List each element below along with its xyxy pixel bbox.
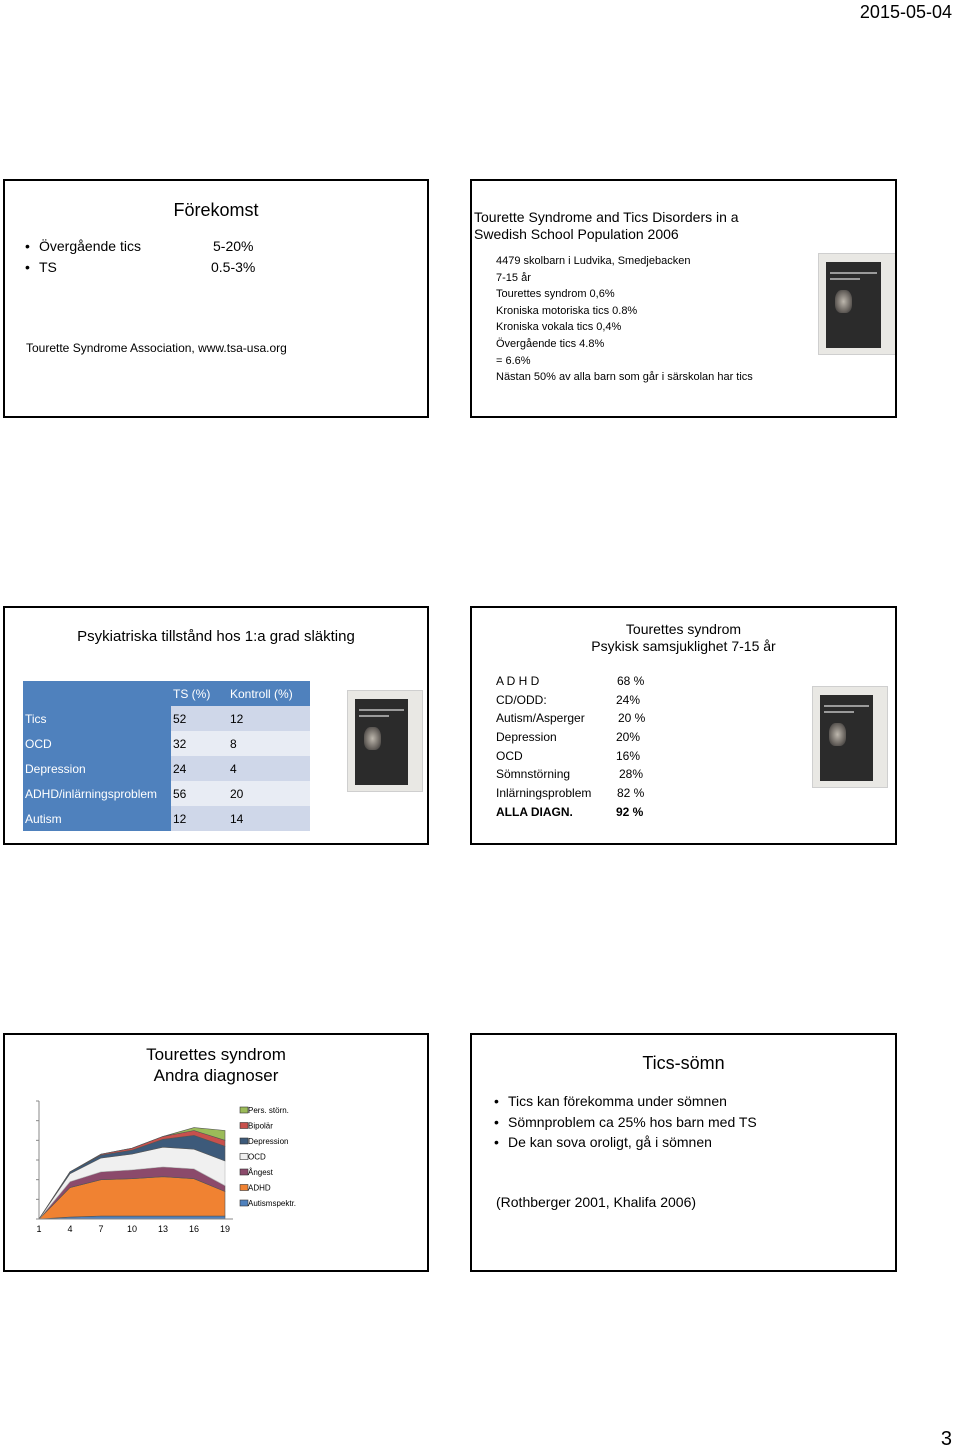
fact-line: Nästan 50% av alla barn som går i särskolan har tics (496, 371, 753, 384)
cell-control: 14 (228, 806, 310, 831)
cell-control: 8 (228, 731, 310, 756)
cell-control: 4 (228, 756, 310, 781)
legend-swatch (240, 1123, 248, 1129)
bullet-text: De kan sova oroligt, gå i sömnen (508, 1134, 712, 1150)
list-item (496, 691, 696, 710)
item-value: 92 % (616, 804, 644, 819)
list-item (496, 784, 696, 803)
legend-label: Depression (248, 1137, 289, 1146)
title-line: Tourettes syndrom (146, 1045, 286, 1064)
fact-line: = 6.6% (496, 354, 531, 367)
slide-title: Psykiatriska tillstånd hos 1:a grad släkting (77, 628, 355, 645)
item-value: 82 % (617, 786, 645, 801)
cell-ts: 52 (171, 706, 228, 731)
slide-other-diagnoses (3, 1033, 429, 1272)
slide-title: Förekomst (173, 200, 259, 220)
fact-line: 7-15 år (496, 271, 531, 284)
item-value: 20% (616, 730, 641, 745)
cell-ts: 24 (171, 756, 228, 781)
legend-label: OCD (248, 1152, 266, 1162)
item-label: Sömnstörning (496, 767, 571, 782)
page-number: 3 (940, 1428, 952, 1450)
item-value: 24% (616, 692, 641, 707)
item-label: OCD (496, 748, 523, 763)
x-tick-label: 7 (98, 1224, 104, 1234)
table-row (23, 731, 310, 756)
row-label: Tics (23, 706, 171, 731)
title-line: Psykisk samsjuklighet 7-15 år (591, 638, 776, 654)
item-label: Depression (496, 730, 557, 745)
legend-label: Autismspektr. (248, 1199, 297, 1208)
bullet-value: 0.5-3% (211, 259, 256, 275)
legend-label: Pers. störn. (248, 1106, 289, 1115)
list-item (496, 728, 696, 747)
fact-line: Övergående tics 4.8% (496, 337, 605, 350)
column-header-control: Kontroll (%) (228, 681, 310, 706)
legend-swatch (240, 1138, 248, 1144)
item-label: ALLA DIAGN. (496, 804, 573, 819)
book-cover-photo (347, 690, 423, 792)
relatives-table (23, 681, 310, 831)
bullet-list (508, 1091, 757, 1153)
table-corner (23, 681, 171, 706)
title-line: Andra diagnoser (153, 1066, 279, 1085)
table-row (23, 781, 310, 806)
bullet-value: 5-20% (213, 238, 254, 254)
item-label: A D H D (496, 674, 540, 688)
source-text: Tourette Syndrome Association, www.tsa-usa.org (26, 341, 287, 355)
bullet-row (39, 259, 57, 275)
row-label: ADHD/inlärningsproblem (23, 781, 171, 806)
x-tick-label: 10 (126, 1224, 138, 1234)
x-tick-label: 19 (219, 1224, 231, 1234)
legend-swatch (240, 1154, 248, 1160)
bullet-text: Sömnproblem ca 25% hos barn med TS (508, 1113, 757, 1130)
legend-swatch (240, 1185, 248, 1191)
row-label: Autism (23, 806, 171, 831)
item-label: CD/ODD: (496, 692, 547, 707)
fact-line: Tourettes syndrom 0,6% (496, 288, 615, 301)
item-value: 68 % (617, 674, 645, 688)
cell-control: 20 (228, 781, 310, 806)
list-item (508, 1132, 757, 1153)
table-row (23, 706, 310, 731)
page-date: 2015-05-04 (859, 2, 952, 22)
item-value: 28% (619, 767, 644, 782)
slide-relatives-table (3, 606, 429, 845)
fact-line: 4479 skolbarn i Ludvika, Smedjebacken (496, 255, 691, 267)
reference-text: (Rothberger 2001, Khalifa 2006) (496, 1194, 697, 1210)
legend-label: Ångest (248, 1168, 273, 1177)
cell-ts: 12 (171, 806, 228, 831)
title-line: Tourette Syndrome and Tics Disorders in a (474, 209, 739, 225)
legend-swatch (240, 1200, 248, 1206)
list-item (496, 747, 696, 766)
item-label: Autism/Asperger (496, 711, 585, 726)
list-item (496, 765, 696, 784)
slide-title (472, 621, 895, 655)
book-cover-photo (812, 686, 888, 788)
bullet-label: TS (39, 259, 57, 275)
slide-comorbidity (470, 606, 897, 845)
slide-tics-somn (470, 1033, 897, 1272)
fact-line: Kroniska motoriska tics 0.8% (496, 304, 638, 317)
stacked-area-chart (5, 1035, 427, 1270)
slide-title: Tics-sömn (642, 1053, 725, 1073)
cell-ts: 56 (171, 781, 228, 806)
list-item (508, 1091, 757, 1112)
title-line: Swedish School Population 2006 (474, 226, 679, 242)
fact-line: Kroniska vokala tics 0,4% (496, 321, 622, 334)
bullet-label: Övergående tics (39, 238, 141, 254)
study-facts (496, 253, 753, 386)
list-item (496, 803, 696, 822)
bullet-row (39, 238, 141, 254)
item-label: Inlärningsproblem (496, 786, 592, 801)
item-value: 20 % (618, 711, 646, 726)
slide-forekomst (3, 179, 429, 418)
slide-swedish-study (470, 179, 897, 418)
list-item (496, 709, 696, 728)
list-item (508, 1112, 757, 1133)
table-row (23, 756, 310, 781)
legend-swatch (240, 1107, 248, 1113)
item-value: 16% (616, 748, 641, 763)
bullet-text: Tics kan förekomma under sömnen (508, 1093, 727, 1109)
legend-label: ADHD (248, 1183, 271, 1193)
comorbidity-list (496, 672, 696, 822)
title-line: Tourettes syndrom (625, 621, 742, 637)
x-tick-label: 13 (157, 1224, 169, 1234)
row-label: OCD (23, 731, 171, 756)
column-header-ts: TS (%) (171, 681, 228, 706)
x-tick-label: 4 (67, 1224, 73, 1234)
x-tick-label: 16 (188, 1224, 200, 1234)
legend-swatch (240, 1169, 248, 1175)
x-tick-label: 1 (36, 1224, 42, 1234)
book-cover-photo (818, 253, 896, 355)
table-row (23, 806, 310, 831)
slide-title (474, 209, 739, 243)
cell-ts: 32 (171, 731, 228, 756)
cell-control: 12 (228, 706, 310, 731)
list-item (496, 672, 696, 691)
row-label: Depression (23, 756, 171, 781)
legend-label: Bipolär (248, 1121, 273, 1131)
